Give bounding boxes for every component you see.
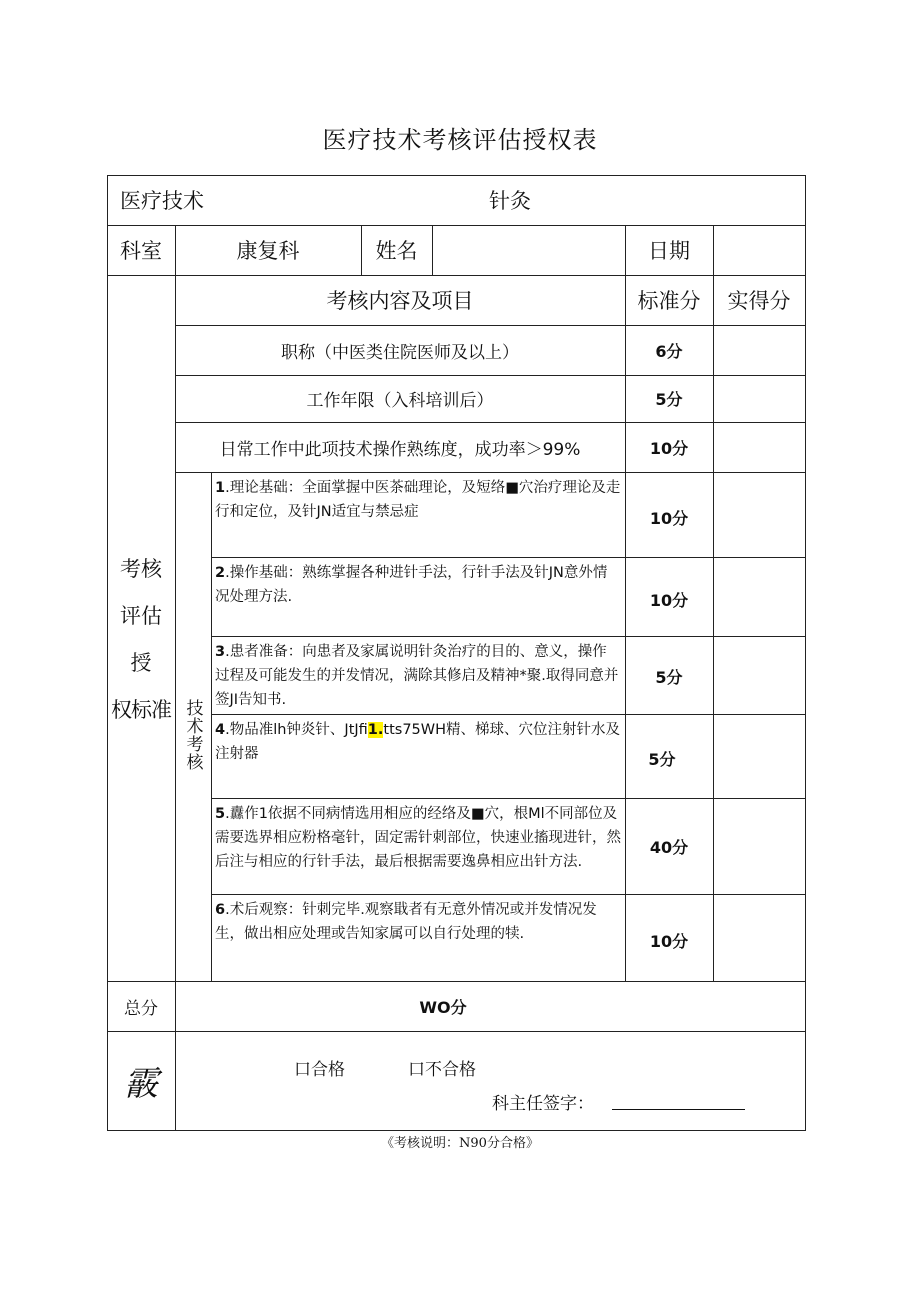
general-item-text: 日常工作中此项技术操作熟练度，成功率＞99% xyxy=(219,439,581,460)
criteria-label xyxy=(107,540,175,740)
signature-line[interactable] xyxy=(612,1109,745,1110)
page-title: 医疗技术考核评估授权表 xyxy=(322,126,598,154)
tech-assess-label-cell xyxy=(175,680,211,790)
criteria-line: 授 xyxy=(130,651,152,675)
tech-item xyxy=(211,798,625,894)
actual-score-field[interactable] xyxy=(713,422,805,472)
date-label: 日期 xyxy=(648,239,690,263)
actual-score-field[interactable] xyxy=(713,557,805,636)
tech-item-number: 2 xyxy=(215,565,226,581)
name-field[interactable] xyxy=(432,225,625,275)
dept-label: 科室 xyxy=(120,239,162,263)
tech-item xyxy=(211,894,625,981)
general-item-score: 6分 xyxy=(655,341,683,361)
pass-checkbox[interactable]: 口合格 xyxy=(294,1059,345,1080)
criteria-line: 权标准 xyxy=(111,698,171,722)
tech-item-text: .患者准备：向患者及家属说明针灸治疗的目的、意义，操作过程及可能发生的并发情况，满除其修启及精神*聚.取得同意并签JI告知书. xyxy=(215,644,619,708)
total-label: 总分 xyxy=(124,998,158,1019)
general-item-score: 10分 xyxy=(649,438,689,458)
criteria-line: 考核 xyxy=(120,557,162,581)
fail-checkbox[interactable]: 口不合格 xyxy=(408,1059,476,1080)
tech-item-number: 6 xyxy=(215,902,226,918)
general-item-text: 职称（中医类住院医师及以上） xyxy=(281,342,519,363)
tech-item-text: .操作基础：熟练掌握各种进针手法，行针手法及针JN意外情况处理方法. xyxy=(215,565,608,605)
actual-score-field[interactable] xyxy=(713,714,805,798)
tech-item-text: .纛作1依据不同病情选用相应的经络及■穴，根Ml不同部位及需要选界相应粉格毫针，固定需针刺部位，快速业搐现进针，然后注与相应的行针手法，最后根据需要逸鼻相应出针方法. xyxy=(215,806,621,870)
table-border-right xyxy=(805,175,806,1131)
highlighted-text: 1. xyxy=(367,722,384,738)
tech-value: 针灸 xyxy=(489,189,531,213)
date-field[interactable] xyxy=(713,225,805,275)
tech-item-number: 3 xyxy=(215,644,226,660)
tech-item xyxy=(211,472,625,557)
actual-score-field[interactable] xyxy=(713,636,805,714)
tech-item-text-pre: .物品准lh钟炎针、JtJfi xyxy=(225,722,368,738)
tech-item-text: .理论基础：全面掌握中医茶础理论，及短络■穴治疗理论及走行和定位，及针JN适宜与禁忌症 xyxy=(215,480,621,520)
tech-item-score: 5分 xyxy=(648,749,676,769)
tech-item-number: 5 xyxy=(215,806,226,822)
tech-item-score: 40分 xyxy=(649,837,689,857)
row-divider xyxy=(107,1031,806,1032)
tech-assess-label: 技术考核 xyxy=(182,699,203,771)
tech-label: 医疗技术 xyxy=(120,189,204,213)
assessment-note: 《考核说明：N90分合格》 xyxy=(381,1136,539,1151)
header-standard: 标准分 xyxy=(637,289,701,313)
actual-score-field[interactable] xyxy=(713,375,805,422)
tech-item xyxy=(211,557,625,636)
criteria-line: 评估 xyxy=(120,604,162,628)
name-label: 姓名 xyxy=(375,239,418,263)
tech-item-score: 5分 xyxy=(655,667,683,687)
result-label: 霰 xyxy=(124,1064,158,1104)
tech-item xyxy=(211,636,625,714)
header-content: 考核内容及项目 xyxy=(326,289,474,313)
actual-score-field[interactable] xyxy=(713,472,805,557)
tech-item-text: .术后观察：针刺完毕.观察戢者有无意外情况或并发情况发生，做出相应处理或告知家属可以自行处理的犊. xyxy=(215,902,597,942)
tech-item-number: 1 xyxy=(215,480,226,496)
dept-value: 康复科 xyxy=(236,239,300,263)
tech-item-score: 10分 xyxy=(649,590,689,610)
signature-label: 科主任签字： xyxy=(492,1093,594,1114)
actual-score-field[interactable] xyxy=(713,798,805,894)
tech-item-text-post: tts75WH精、梯球、穴位注射针水及注射器 xyxy=(215,722,621,762)
header-actual: 实得分 xyxy=(727,289,791,313)
table-border-bottom xyxy=(107,1130,806,1131)
tech-item-number: 4 xyxy=(215,722,226,738)
total-value: WO分 xyxy=(419,997,467,1017)
actual-score-field[interactable] xyxy=(713,325,805,375)
general-item-score: 5分 xyxy=(655,390,683,409)
tech-item xyxy=(211,714,625,798)
tech-item-score: 10分 xyxy=(649,508,689,528)
actual-score-field[interactable] xyxy=(713,894,805,981)
general-item-text: 工作年限（入科培训后） xyxy=(306,391,494,411)
tech-item-score: 10分 xyxy=(649,931,689,951)
